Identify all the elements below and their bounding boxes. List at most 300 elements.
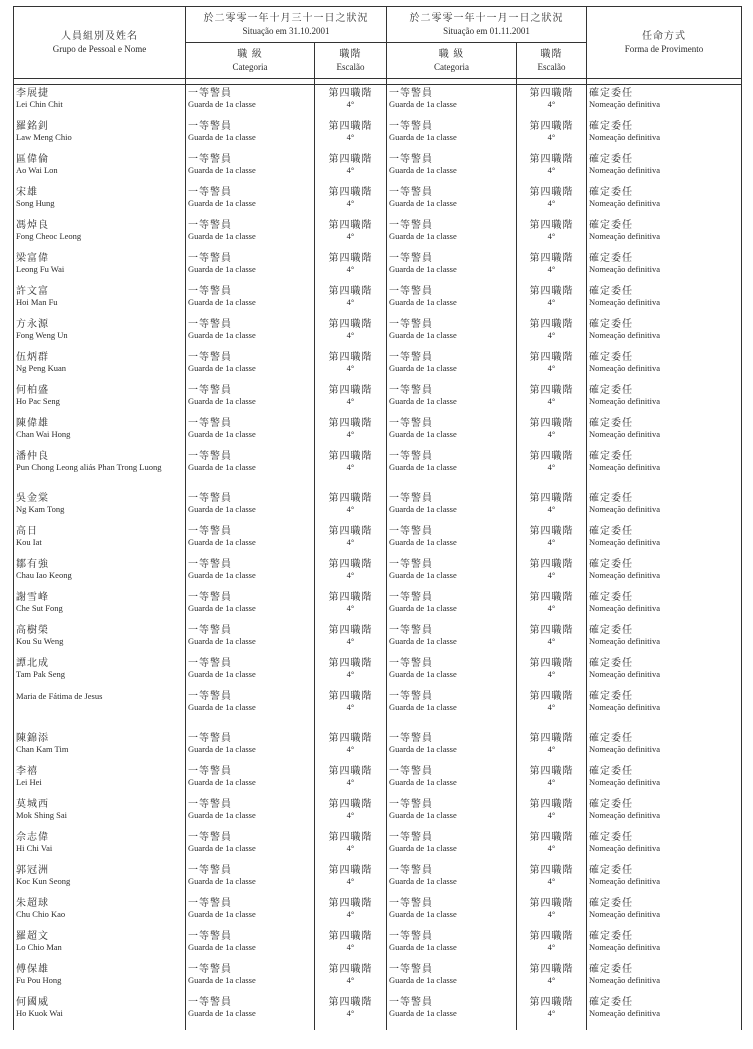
table-row: [14, 898, 742, 931]
escalao-cell-1-zh: 第四職階: [328, 121, 373, 132]
escalao-cell-1-pt: 4°: [346, 942, 355, 952]
category-cell-1: [186, 451, 315, 493]
escalao-cell-1-zh: 第四職階: [328, 385, 373, 396]
provision-cell: [587, 154, 742, 187]
escalao-cell-2-zh: 第四職階: [529, 493, 574, 504]
provision-cell-zh: 確定委任: [589, 658, 633, 669]
category-cell-1: [186, 286, 315, 319]
provision-cell-pt: Nomeação definitiva: [589, 744, 661, 754]
escalao-cell-2-zh: 第四職階: [529, 451, 574, 462]
table-row: [14, 220, 742, 253]
escalao-cell-1-pt: 4°: [346, 132, 355, 142]
name-cell-zh: 譚北成: [16, 658, 49, 669]
category-cell-1-zh: 一等警員: [188, 418, 232, 429]
name-cell-pt: Chu Chio Kao: [16, 909, 66, 919]
name-cell-pt: Chau Iao Keong: [16, 570, 72, 580]
escalao-cell-1: [315, 121, 387, 154]
name-cell-pt: Leong Fu Wai: [16, 264, 65, 274]
escalao-cell-2-pt: 4°: [547, 429, 556, 439]
category-cell-1-pt: Guarda de 1a classe: [188, 744, 256, 754]
category-cell-1-pt: Guarda de 1a classe: [188, 570, 256, 580]
name-cell-zh: 伍炳群: [16, 352, 49, 363]
escalao-cell-1-zh: 第四職階: [328, 865, 373, 876]
escalao-cell-1: [315, 625, 387, 658]
table-row: [14, 691, 742, 733]
category-cell-1: [186, 658, 315, 691]
escalao-cell-1-zh: 第四職階: [328, 493, 373, 504]
category-cell-1-pt: Guarda de 1a classe: [188, 876, 256, 886]
category-cell-1-pt: Guarda de 1a classe: [188, 975, 256, 985]
provision-cell-pt: Nomeação definitiva: [589, 537, 661, 547]
table-row: [14, 85, 742, 122]
escalao-cell-2: [517, 625, 587, 658]
category-cell-1-zh: 一等警員: [188, 526, 232, 537]
category-cell-2-pt: Guarda de 1a classe: [389, 669, 457, 679]
category-cell-1: [186, 319, 315, 352]
category-cell-1-pt: Guarda de 1a classe: [188, 165, 256, 175]
escalao-cell-2: [517, 187, 587, 220]
escalao-cell-1-pt: 4°: [346, 975, 355, 985]
name-cell-zh: 馮焯良: [16, 220, 49, 231]
escalao-cell-2: [517, 898, 587, 931]
category-header-1: [186, 43, 315, 79]
category-cell-2-zh: 一等警員: [389, 286, 433, 297]
provision-cell-zh: 確定委任: [589, 898, 633, 909]
name-cell-zh: 高樹榮: [16, 625, 49, 636]
name-cell-pt: Law Meng Chio: [16, 132, 72, 142]
category-cell-2-pt: Guarda de 1a classe: [389, 843, 457, 853]
escalao-cell-2-pt: 4°: [547, 975, 556, 985]
category-cell-2-zh: 一等警員: [389, 832, 433, 843]
name-cell: [14, 592, 186, 625]
provision-cell: [587, 799, 742, 832]
provision-cell: [587, 121, 742, 154]
provision-cell-zh: 確定委任: [589, 865, 633, 876]
category-cell-1: [186, 592, 315, 625]
category-cell-1: [186, 493, 315, 526]
category-cell-2-pt: Guarda de 1a classe: [389, 777, 457, 787]
provision-cell-pt: Nomeação definitiva: [589, 99, 661, 109]
category-cell-2-zh: 一等警員: [389, 625, 433, 636]
personnel-table: [13, 6, 742, 1030]
escalao-cell-1-pt: 4°: [346, 330, 355, 340]
category-cell-2: [387, 559, 517, 592]
name-cell: [14, 658, 186, 691]
category-cell-1-zh: 一等警員: [188, 997, 232, 1008]
escalao-cell-1-zh: 第四職階: [328, 154, 373, 165]
category-cell-2-zh: 一等警員: [389, 121, 433, 132]
name-cell-zh: 區偉倫: [16, 154, 49, 165]
category-cell-2-zh: 一等警員: [389, 733, 433, 744]
escalao-cell-2-pt: 4°: [547, 231, 556, 241]
provision-header-pt: Forma de Provimento: [624, 44, 704, 54]
escalao-cell-1: [315, 832, 387, 865]
provision-cell-pt: Nomeação definitiva: [589, 297, 661, 307]
escalao-cell-2-pt: 4°: [547, 909, 556, 919]
escalao-cell-2-zh: 第四職階: [529, 526, 574, 537]
category-cell-2-zh: 一等警員: [389, 799, 433, 810]
name-cell-pt: Song Hung: [16, 198, 55, 208]
name-cell: [14, 385, 186, 418]
category-cell-2-zh: 一等警員: [389, 418, 433, 429]
category-cell-1-zh: 一等警員: [188, 187, 232, 198]
escalao-cell-1-pt: 4°: [346, 429, 355, 439]
escalao-cell-2-zh: 第四職階: [529, 799, 574, 810]
category-cell-1: [186, 964, 315, 997]
escalao-cell-1-zh: 第四職階: [328, 418, 373, 429]
name-cell: [14, 319, 186, 352]
provision-cell-zh: 確定委任: [589, 385, 633, 396]
name-cell-pt: Tam Pak Seng: [16, 669, 65, 679]
escalao-cell-1: [315, 319, 387, 352]
name-cell-pt: Fong Cheoc Leong: [16, 231, 82, 241]
category-cell-2: [387, 451, 517, 493]
category-cell-1-pt: Guarda de 1a classe: [188, 198, 256, 208]
category-cell-1-zh: 一等警員: [188, 493, 232, 504]
name-cell-zh: 李禧: [16, 766, 38, 777]
provision-cell-zh: 確定委任: [589, 220, 633, 231]
escalao-cell-1-zh: 第四職階: [328, 286, 373, 297]
name-cell: [14, 418, 186, 451]
table-row: [14, 997, 742, 1030]
provision-cell: [587, 85, 742, 122]
escalao-cell-2-pt: 4°: [547, 537, 556, 547]
category-cell-1-zh: 一等警員: [188, 253, 232, 264]
provision-cell-pt: Nomeação definitiva: [589, 264, 661, 274]
provision-cell-pt: Nomeação definitiva: [589, 429, 661, 439]
provision-cell-pt: Nomeação definitiva: [589, 702, 661, 712]
category-cell-1: [186, 832, 315, 865]
name-cell: [14, 85, 186, 122]
category-cell-2-pt: Guarda de 1a classe: [389, 165, 457, 175]
provision-cell: [587, 832, 742, 865]
provision-cell: [587, 931, 742, 964]
category-cell-2-pt: Guarda de 1a classe: [389, 132, 457, 142]
table-row: [14, 121, 742, 154]
category-cell-1-pt: Guarda de 1a classe: [188, 636, 256, 646]
category-cell-1-zh: 一等警員: [188, 451, 232, 462]
escalao-cell-2: [517, 385, 587, 418]
name-cell-pt: Lo Chio Man: [16, 942, 62, 952]
escalao-cell-1-zh: 第四職階: [328, 625, 373, 636]
escalao-cell-1-pt: 4°: [346, 537, 355, 547]
name-cell-pt: Kou Su Weng: [16, 636, 64, 646]
escalao-cell-2-pt: 4°: [547, 330, 556, 340]
category-cell-1-pt: Guarda de 1a classe: [188, 1008, 256, 1018]
category-cell-2-pt: Guarda de 1a classe: [389, 636, 457, 646]
escalao-cell-1-zh: 第四職階: [328, 964, 373, 975]
escalao-header-1-zh: 職階: [339, 49, 362, 60]
name-cell-pt: Lei Hei: [16, 777, 42, 787]
name-cell-pt: Ho Kuok Wai: [16, 1008, 63, 1018]
category-cell-1-zh: 一等警員: [188, 625, 232, 636]
name-cell-pt: Hoi Man Fu: [16, 297, 58, 307]
provision-cell: [587, 766, 742, 799]
table-row: [14, 733, 742, 766]
provision-cell: [587, 418, 742, 451]
category-cell-2: [387, 154, 517, 187]
name-cell: [14, 121, 186, 154]
escalao-cell-1: [315, 592, 387, 625]
escalao-cell-1-pt: 4°: [346, 198, 355, 208]
category-cell-1: [186, 898, 315, 931]
name-cell-zh: 朱超球: [16, 898, 49, 909]
name-cell-pt: Chan Wai Hong: [16, 429, 71, 439]
escalao-cell-1-zh: 第四職階: [328, 559, 373, 570]
category-cell-1: [186, 997, 315, 1030]
name-cell-zh: 許文富: [16, 286, 49, 297]
category-header-1-zh: 職 級: [237, 49, 263, 60]
category-cell-1-zh: 一等警員: [188, 286, 232, 297]
escalao-cell-1-pt: 4°: [346, 636, 355, 646]
category-cell-2: [387, 253, 517, 286]
provision-cell: [587, 559, 742, 592]
category-cell-2-zh: 一等警員: [389, 88, 433, 99]
table-body: [14, 85, 742, 1031]
escalao-cell-2-zh: 第四職階: [529, 253, 574, 264]
name-cell: [14, 352, 186, 385]
category-cell-2: [387, 319, 517, 352]
escalao-cell-2-pt: 4°: [547, 1008, 556, 1018]
name-cell-zh: 潘仲良: [16, 451, 49, 462]
category-cell-2-zh: 一等警員: [389, 319, 433, 330]
escalao-cell-2: [517, 451, 587, 493]
table-row: [14, 286, 742, 319]
escalao-cell-1-zh: 第四職階: [328, 997, 373, 1008]
escalao-cell-1: [315, 451, 387, 493]
category-cell-1-pt: Guarda de 1a classe: [188, 669, 256, 679]
provision-cell-pt: Nomeação definitiva: [589, 231, 661, 241]
category-cell-2-zh: 一等警員: [389, 493, 433, 504]
provision-cell-pt: Nomeação definitiva: [589, 909, 661, 919]
escalao-cell-2: [517, 253, 587, 286]
category-cell-2: [387, 592, 517, 625]
category-cell-2-zh: 一等警員: [389, 526, 433, 537]
provision-cell-pt: Nomeação definitiva: [589, 396, 661, 406]
escalao-cell-1-zh: 第四職階: [328, 592, 373, 603]
category-cell-2-zh: 一等警員: [389, 865, 433, 876]
escalao-cell-2: [517, 526, 587, 559]
escalao-cell-1-zh: 第四職階: [328, 88, 373, 99]
provision-cell-pt: Nomeação definitiva: [589, 165, 661, 175]
provision-cell-zh: 確定委任: [589, 964, 633, 975]
escalao-cell-2-pt: 4°: [547, 603, 556, 613]
escalao-cell-2-pt: 4°: [547, 744, 556, 754]
category-cell-1-zh: 一等警員: [188, 352, 232, 363]
escalao-cell-2-pt: 4°: [547, 165, 556, 175]
provision-cell: [587, 253, 742, 286]
escalao-cell-2: [517, 559, 587, 592]
category-cell-2-zh: 一等警員: [389, 997, 433, 1008]
escalao-cell-2-pt: 4°: [547, 570, 556, 580]
provision-cell-zh: 確定委任: [589, 352, 633, 363]
provision-cell-zh: 確定委任: [589, 526, 633, 537]
provision-cell-zh: 確定委任: [589, 154, 633, 165]
escalao-cell-2-pt: 4°: [547, 462, 556, 472]
table-row: [14, 319, 742, 352]
escalao-cell-1-zh: 第四職階: [328, 733, 373, 744]
name-cell: [14, 733, 186, 766]
escalao-cell-1: [315, 187, 387, 220]
table-header: [14, 7, 742, 85]
category-cell-1: [186, 691, 315, 733]
provision-cell: [587, 964, 742, 997]
table-row: [14, 451, 742, 493]
category-cell-2: [387, 352, 517, 385]
escalao-cell-2: [517, 352, 587, 385]
escalao-cell-2-zh: 第四職階: [529, 592, 574, 603]
escalao-cell-2: [517, 592, 587, 625]
table-row: [14, 865, 742, 898]
escalao-cell-2: [517, 691, 587, 733]
category-cell-2-zh: 一等警員: [389, 898, 433, 909]
escalao-cell-2: [517, 286, 587, 319]
escalao-cell-1: [315, 733, 387, 766]
category-cell-2-zh: 一等警員: [389, 931, 433, 942]
provision-cell-pt: Nomeação definitiva: [589, 570, 661, 580]
category-cell-1-zh: 一等警員: [188, 931, 232, 942]
escalao-cell-1: [315, 286, 387, 319]
category-cell-1: [186, 187, 315, 220]
table-row: [14, 766, 742, 799]
provision-cell-zh: 確定委任: [589, 286, 633, 297]
table-row: [14, 253, 742, 286]
name-cell-zh: 傅保雄: [16, 964, 49, 975]
name-cell-zh: 宋雄: [16, 187, 38, 198]
category-cell-2: [387, 799, 517, 832]
escalao-cell-1-pt: 4°: [346, 669, 355, 679]
category-cell-2-pt: Guarda de 1a classe: [389, 909, 457, 919]
escalao-cell-2-zh: 第四職階: [529, 766, 574, 777]
category-cell-2-pt: Guarda de 1a classe: [389, 975, 457, 985]
period2-header-zh: 於二零零一年十一月一日之狀況: [409, 13, 564, 24]
category-cell-2-zh: 一等警員: [389, 691, 433, 702]
escalao-cell-1-pt: 4°: [346, 297, 355, 307]
category-cell-1-pt: Guarda de 1a classe: [188, 330, 256, 340]
name-cell: [14, 451, 186, 493]
category-cell-1-pt: Guarda de 1a classe: [188, 462, 256, 472]
escalao-cell-2-pt: 4°: [547, 669, 556, 679]
category-cell-1-pt: Guarda de 1a classe: [188, 264, 256, 274]
category-cell-1: [186, 733, 315, 766]
provision-cell-pt: Nomeação definitiva: [589, 198, 661, 208]
escalao-cell-1-pt: 4°: [346, 462, 355, 472]
name-cell-zh: 李展捷: [16, 88, 49, 99]
category-cell-1-pt: Guarda de 1a classe: [188, 909, 256, 919]
period1-header-pt: Situação em 31.10.2001: [242, 26, 330, 36]
provision-cell-pt: Nomeação definitiva: [589, 132, 661, 142]
escalao-cell-2-pt: 4°: [547, 777, 556, 787]
category-cell-1-pt: Guarda de 1a classe: [188, 396, 256, 406]
provision-cell-zh: 確定委任: [589, 766, 633, 777]
category-cell-1-pt: Guarda de 1a classe: [188, 702, 256, 712]
escalao-cell-2: [517, 220, 587, 253]
escalao-cell-1-pt: 4°: [346, 843, 355, 853]
category-cell-1-pt: Guarda de 1a classe: [188, 99, 256, 109]
provision-cell: [587, 658, 742, 691]
name-cell-zh: 何國威: [16, 997, 49, 1008]
escalao-cell-2: [517, 733, 587, 766]
provision-cell: [587, 898, 742, 931]
escalao-cell-2-pt: 4°: [547, 702, 556, 712]
escalao-cell-1-pt: 4°: [346, 99, 355, 109]
escalao-cell-1-pt: 4°: [346, 909, 355, 919]
table-row: [14, 526, 742, 559]
escalao-cell-1: [315, 352, 387, 385]
table-row: [14, 799, 742, 832]
category-cell-2: [387, 220, 517, 253]
category-cell-1-zh: 一等警員: [188, 964, 232, 975]
category-cell-2-pt: Guarda de 1a classe: [389, 810, 457, 820]
escalao-cell-1-zh: 第四職階: [328, 691, 373, 702]
name-cell: [14, 220, 186, 253]
escalao-cell-1-pt: 4°: [346, 396, 355, 406]
category-cell-2-zh: 一等警員: [389, 766, 433, 777]
category-cell-1-zh: 一等警員: [188, 385, 232, 396]
provision-cell-zh: 確定委任: [589, 418, 633, 429]
provision-cell-zh: 確定委任: [589, 253, 633, 264]
group-name-header-pt: Grupo de Pessoal e Nome: [52, 44, 147, 54]
category-cell-1-zh: 一等警員: [188, 865, 232, 876]
provision-cell-pt: Nomeação definitiva: [589, 777, 661, 787]
category-cell-2-pt: Guarda de 1a classe: [389, 876, 457, 886]
category-header-2-zh: 職 級: [438, 49, 465, 60]
escalao-cell-1-pt: 4°: [346, 504, 355, 514]
provision-cell: [587, 493, 742, 526]
category-cell-2: [387, 997, 517, 1030]
table-row: [14, 385, 742, 418]
category-cell-2-pt: Guarda de 1a classe: [389, 297, 457, 307]
category-cell-2: [387, 898, 517, 931]
escalao-cell-2-zh: 第四職階: [529, 658, 574, 669]
name-cell: [14, 187, 186, 220]
escalao-cell-1: [315, 85, 387, 122]
provision-cell-zh: 確定委任: [589, 931, 633, 942]
category-cell-2-zh: 一等警員: [389, 385, 433, 396]
name-cell: [14, 799, 186, 832]
escalao-cell-1-zh: 第四職階: [328, 451, 373, 462]
escalao-cell-2-pt: 4°: [547, 810, 556, 820]
category-cell-2-zh: 一等警員: [389, 964, 433, 975]
name-cell-pt: Ng Peng Kuan: [16, 363, 67, 373]
name-cell-pt: Ao Wai Lon: [16, 165, 58, 175]
escalao-cell-2-zh: 第四職階: [529, 418, 574, 429]
provision-cell-zh: 確定委任: [589, 559, 633, 570]
escalao-cell-2: [517, 832, 587, 865]
provision-cell: [587, 286, 742, 319]
escalao-cell-1-zh: 第四職階: [328, 253, 373, 264]
escalao-cell-2-zh: 第四職階: [529, 319, 574, 330]
name-cell-zh: 梁富偉: [16, 253, 49, 264]
category-cell-2: [387, 865, 517, 898]
provision-cell-pt: Nomeação definitiva: [589, 603, 661, 613]
personnel-table-page: [13, 6, 741, 1030]
name-cell-zh: 莫城西: [16, 799, 49, 810]
escalao-cell-1-pt: 4°: [346, 231, 355, 241]
escalao-cell-2: [517, 766, 587, 799]
name-cell-pt: Maria de Fátima de Jesus: [16, 691, 103, 701]
provision-cell-zh: 確定委任: [589, 997, 633, 1008]
category-cell-1-pt: Guarda de 1a classe: [188, 429, 256, 439]
category-cell-1: [186, 931, 315, 964]
category-cell-2-zh: 一等警員: [389, 451, 433, 462]
provision-cell: [587, 385, 742, 418]
provision-cell-pt: Nomeação definitiva: [589, 975, 661, 985]
name-cell: [14, 832, 186, 865]
escalao-cell-2-zh: 第四職階: [529, 964, 574, 975]
escalao-cell-1-zh: 第四職階: [328, 352, 373, 363]
escalao-cell-1: [315, 493, 387, 526]
